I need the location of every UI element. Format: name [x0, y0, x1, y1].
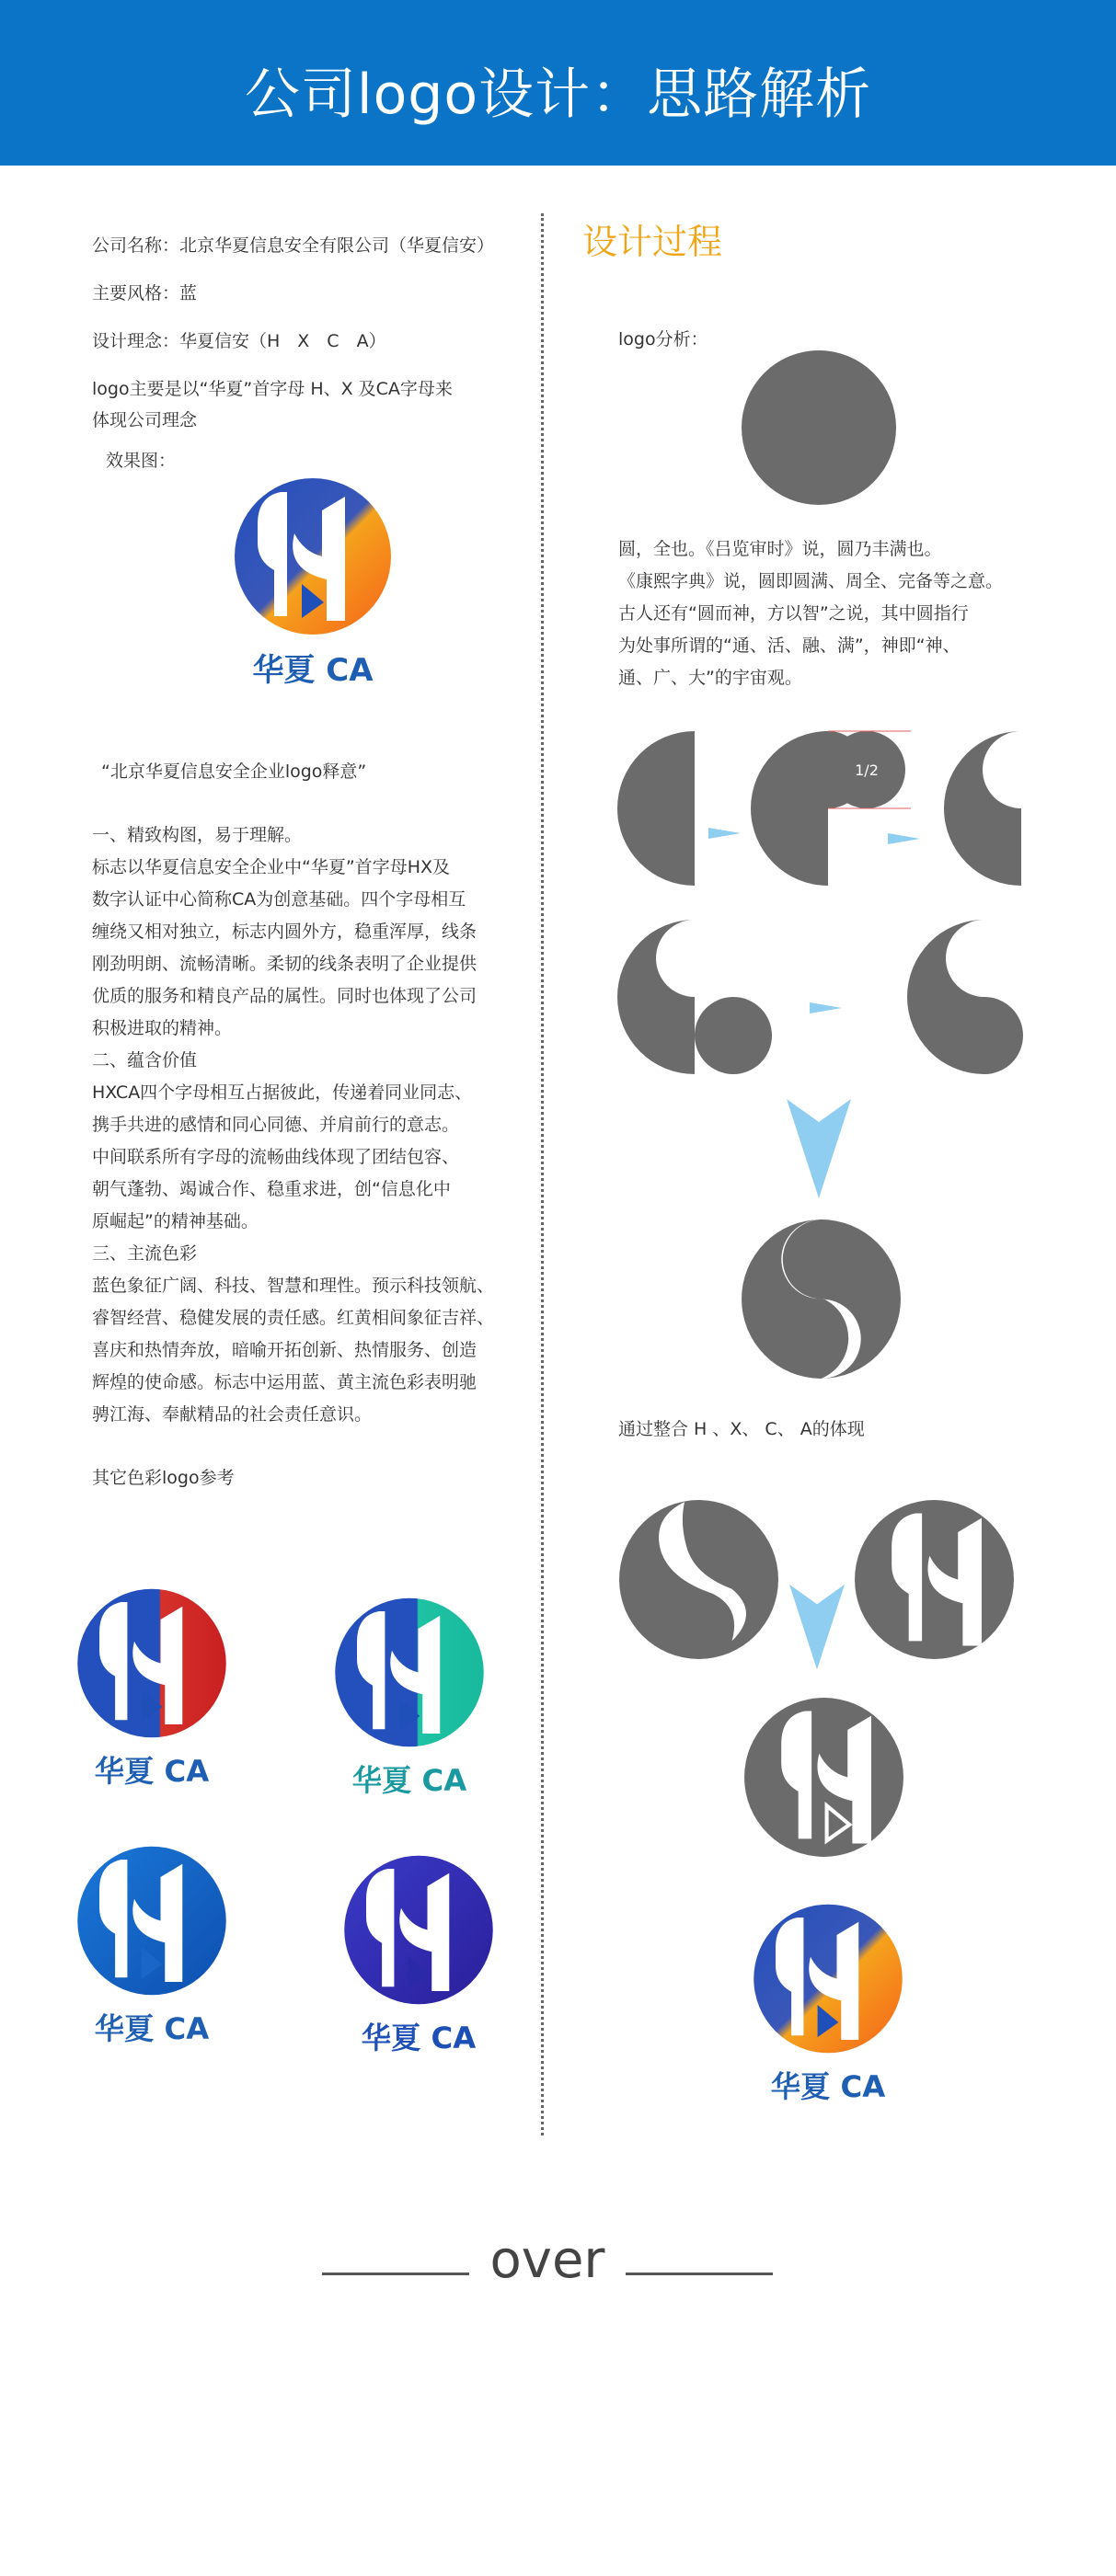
- interpretation-line: 喜庆和热情奔放，暗喻开拓创新、热情服务、创造: [92, 1340, 477, 1360]
- logo-variant-blue: [64, 1841, 239, 2053]
- interpretation-line: 辉煌的使命感。标志中运用蓝、黄主流色彩表明驰: [92, 1372, 477, 1392]
- circle-text-line: 圆，全也。《吕览审时》说，圆乃丰满也。: [618, 539, 942, 559]
- main-logo: [221, 478, 405, 690]
- interpretation-line: 中间联系所有字母的流畅曲线体现了团结包容、: [92, 1147, 460, 1167]
- logo-emblem: [235, 478, 391, 635]
- circle-explanation: [618, 533, 1097, 694]
- interpretation-line: 数字认证中心简称CA为创意基础。四个字母相互: [92, 889, 466, 910]
- interpretation-line: HXCA四个字母相互占据彼此，传递着同业同志、: [92, 1082, 473, 1103]
- interpretation-line: 积极进取的精神。: [92, 1018, 233, 1038]
- interpretation-line: 标志以华夏信息安全企业中“华夏”首字母HX及: [92, 857, 450, 877]
- s-letter-circle: [618, 1499, 779, 1660]
- logo-variant-teal: [322, 1593, 497, 1804]
- s-circle-shape: [741, 1219, 902, 1380]
- arrow-right-icon: [888, 833, 920, 844]
- logo-analysis-label: logo分析：: [618, 329, 708, 349]
- logo-brand-text: 华夏 CA: [94, 2010, 210, 2046]
- small-circle-shape: [695, 997, 772, 1074]
- half-circle-with-quarter: [751, 731, 911, 886]
- other-colors-label: 其它色彩logo参考: [92, 1468, 235, 1488]
- interpretation-line: 原崛起”的精神基础。: [92, 1211, 259, 1231]
- logo-brand-text: 华夏 CA: [94, 1753, 210, 1789]
- circle-text-line: 为处事所谓的“通、活、融、满”，神即“神、: [618, 635, 961, 656]
- interpretation-line: 蓝色象征广阔、科技、智慧和理性。预示科技领航、: [92, 1276, 495, 1296]
- main-style: 主要风格：蓝: [92, 283, 198, 303]
- integrate-text: 通过整合 H 、X、 C、 A的体现: [618, 1419, 865, 1439]
- logo-brand-text: 华夏 CA: [252, 652, 374, 689]
- process-step-row-2: [616, 915, 1113, 1081]
- page-header: [0, 0, 1116, 166]
- comma-shape: [907, 920, 1023, 1074]
- column-divider: [541, 213, 544, 2135]
- logo-brand-text: 华夏 CA: [770, 2068, 886, 2104]
- interpretation-body: [92, 819, 524, 1431]
- logo-variant-red: [64, 1584, 239, 1795]
- page-title: 公司logo设计：思路解析: [244, 63, 872, 127]
- arrow-right-icon: [810, 1002, 842, 1013]
- half-ratio-label: 1/2: [855, 761, 879, 779]
- interpretation-line: 二、蕴含价值: [92, 1050, 198, 1070]
- concept-desc-2: 体现公司理念: [92, 410, 198, 430]
- footer-line-right: [626, 2273, 773, 2275]
- h-letter-circle: [854, 1499, 1015, 1660]
- design-concept: 设计理念：华夏信安（H X C A）: [92, 331, 386, 351]
- interpretation-line: 优质的服务和精良产品的属性。同时也体现了公司: [92, 986, 477, 1006]
- design-process-title: 设计过程: [582, 222, 723, 262]
- interpretation-line: 缠绕又相对独立，标志内圆外方，稳重浑厚，线条: [92, 922, 477, 942]
- arrow-down-icon: [789, 1582, 845, 1674]
- interpretation-line: 一、精致构图，易于理解。: [92, 825, 303, 845]
- half-circle-shape: [617, 731, 695, 886]
- circle-text-line: 古人还有“圆而神，方以智”之说，其中圆指行: [618, 603, 969, 624]
- over-text: over: [489, 2230, 605, 2290]
- process-step-row-1: [616, 727, 1113, 892]
- interpretation-title: “北京华夏信息安全企业logo释意”: [101, 761, 367, 782]
- final-logo: [741, 1899, 915, 2111]
- analysis-circle: [741, 349, 897, 506]
- interpretation-line: 携手共进的感情和同心同德、并肩前行的意志。: [92, 1115, 460, 1135]
- interpretation-line: 骋江海、奉献精品的社会责任意识。: [92, 1404, 373, 1425]
- combined-gray-logo: [743, 1697, 904, 1858]
- circle-text-line: 《康熙字典》说，圆即圆满、周全、完备等之意。: [618, 571, 1004, 591]
- interpretation-line: 睿智经营、稳健发展的责任感。红黄相间象征吉祥、: [92, 1308, 495, 1328]
- logo-interpretation: [92, 756, 524, 1431]
- logo-variant-indigo: [331, 1850, 506, 2062]
- logo-brand-text: 华夏 CA: [361, 2020, 477, 2055]
- circle-text-line: 通、广、大”的宇宙观。: [618, 668, 802, 688]
- company-name: 公司名称：北京华夏信息安全有限公司（华夏信安）: [92, 235, 495, 256]
- crescent-shape: [944, 731, 1021, 886]
- arrow-right-icon: [708, 828, 741, 839]
- effect-label: 效果图：: [106, 451, 177, 471]
- footer-over: [322, 2230, 773, 2304]
- crescent-shape: [617, 920, 695, 1074]
- interpretation-line: 朝气蓬勃、竭诚合作、稳重求进，创“信息化中: [92, 1179, 451, 1199]
- interpretation-line: 三、主流色彩: [92, 1243, 198, 1264]
- concept-desc-1: logo主要是以“华夏”首字母 H、X 及CA字母来: [92, 379, 453, 399]
- arrow-down-icon: [787, 1099, 851, 1200]
- logo-brand-text: 华夏 CA: [351, 1762, 467, 1798]
- interpretation-line: 刚劲明朗、流畅清晰。柔韧的线条表明了企业提供: [92, 954, 477, 974]
